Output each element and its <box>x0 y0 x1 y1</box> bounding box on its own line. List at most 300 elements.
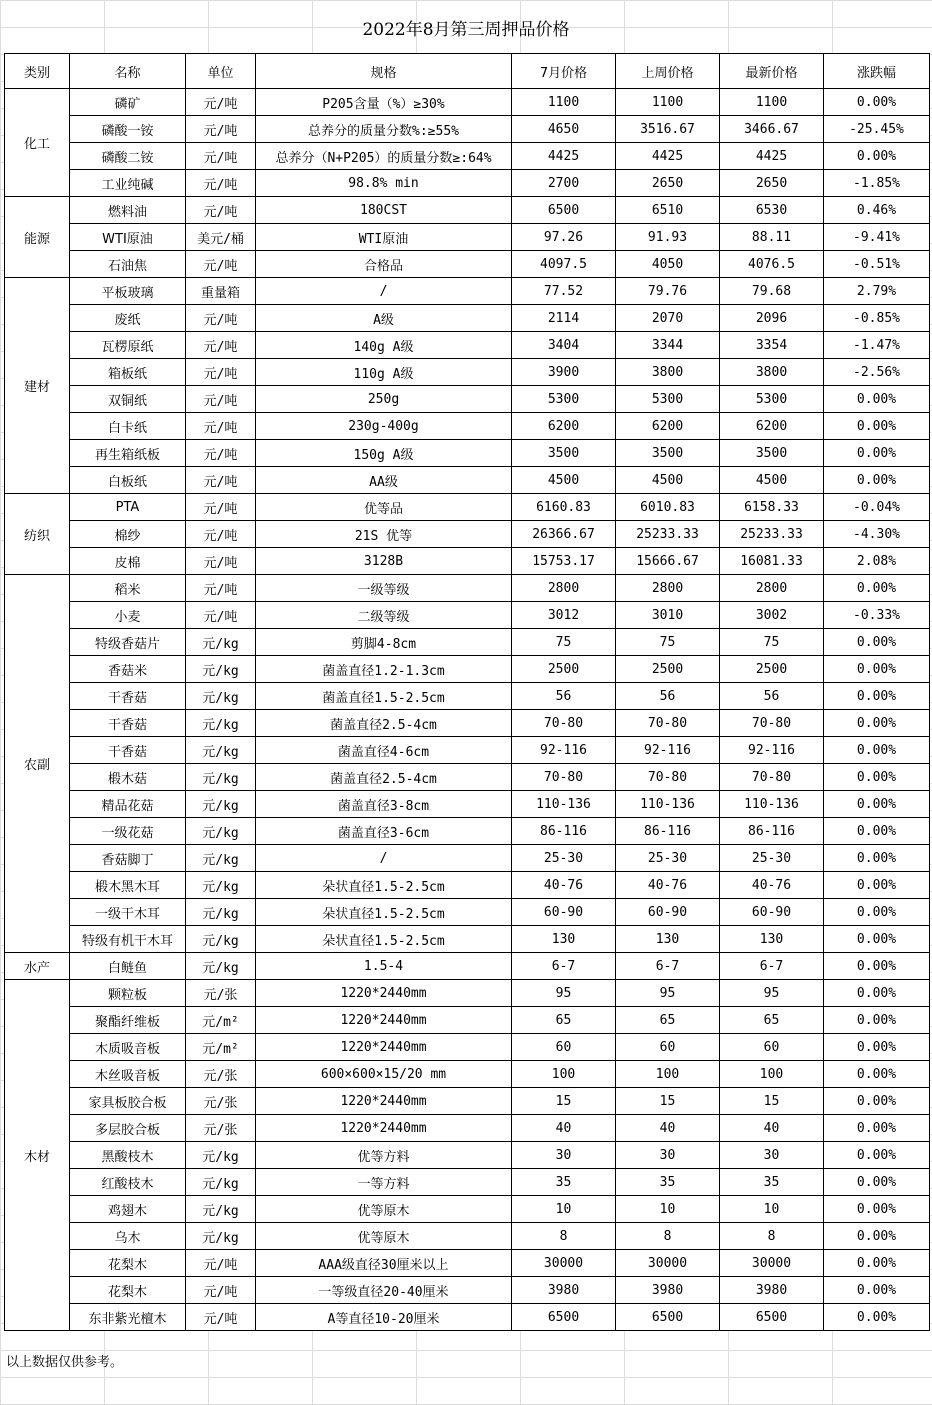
july-price-cell[interactable]: 1100 <box>512 89 616 116</box>
change-cell[interactable]: 0.00% <box>824 737 930 764</box>
latest-price-cell[interactable]: 130 <box>720 926 824 953</box>
july-price-cell[interactable]: 3900 <box>512 359 616 386</box>
name-cell[interactable]: 燃料油 <box>70 197 186 224</box>
july-price-cell[interactable]: 2800 <box>512 575 616 602</box>
spec-cell[interactable]: 优等品 <box>256 494 512 521</box>
unit-cell[interactable]: 元/吨 <box>186 602 256 629</box>
name-cell[interactable]: 红酸枝木 <box>70 1169 186 1196</box>
last-week-price-cell[interactable]: 5300 <box>616 386 720 413</box>
spec-cell[interactable]: 菌盖直径2.5-4cm <box>256 710 512 737</box>
july-price-cell[interactable]: 2114 <box>512 305 616 332</box>
spec-cell[interactable]: 总养分的质量分数%:≥55% <box>256 116 512 143</box>
spec-cell[interactable]: 98.8% min <box>256 170 512 197</box>
change-cell[interactable]: 0.00% <box>824 926 930 953</box>
unit-cell[interactable]: 元/吨 <box>186 494 256 521</box>
last-week-price-cell[interactable]: 2650 <box>616 170 720 197</box>
name-cell[interactable]: 棉纱 <box>70 521 186 548</box>
change-cell[interactable]: 0.00% <box>824 629 930 656</box>
latest-price-cell[interactable]: 8 <box>720 1223 824 1250</box>
name-cell[interactable]: 香菇脚丁 <box>70 845 186 872</box>
spec-cell[interactable]: 优等原木 <box>256 1223 512 1250</box>
spec-cell[interactable]: 3128B <box>256 548 512 575</box>
name-cell[interactable]: 稻米 <box>70 575 186 602</box>
category-cell[interactable]: 农副 <box>5 575 70 953</box>
name-cell[interactable]: 颗粒板 <box>70 980 186 1007</box>
spec-cell[interactable]: 140g A级 <box>256 332 512 359</box>
name-cell[interactable]: 干香菇 <box>70 737 186 764</box>
name-cell[interactable]: 工业纯碱 <box>70 170 186 197</box>
name-cell[interactable]: 东非紫光檀木 <box>70 1304 186 1331</box>
change-cell[interactable]: 0.00% <box>824 1007 930 1034</box>
unit-cell[interactable]: 元/kg <box>186 899 256 926</box>
unit-cell[interactable]: 元/kg <box>186 1196 256 1223</box>
spec-cell[interactable]: 优等原木 <box>256 1196 512 1223</box>
spec-cell[interactable]: AA级 <box>256 467 512 494</box>
spec-cell[interactable]: 1220*2440mm <box>256 1007 512 1034</box>
latest-price-cell[interactable]: 70-80 <box>720 710 824 737</box>
july-price-cell[interactable]: 65 <box>512 1007 616 1034</box>
july-price-cell[interactable]: 2500 <box>512 656 616 683</box>
last-week-price-cell[interactable]: 4500 <box>616 467 720 494</box>
july-price-cell[interactable]: 15753.17 <box>512 548 616 575</box>
spec-cell[interactable]: 总养分（N+P205）的质量分数≥:64% <box>256 143 512 170</box>
change-cell[interactable]: 0.00% <box>824 683 930 710</box>
latest-price-cell[interactable]: 60-90 <box>720 899 824 926</box>
unit-cell[interactable]: 元/吨 <box>186 116 256 143</box>
last-week-price-cell[interactable]: 4425 <box>616 143 720 170</box>
change-cell[interactable]: 0.00% <box>824 1277 930 1304</box>
change-cell[interactable]: 0.00% <box>824 1142 930 1169</box>
last-week-price-cell[interactable]: 25-30 <box>616 845 720 872</box>
category-cell[interactable]: 建材 <box>5 278 70 494</box>
last-week-price-cell[interactable]: 2800 <box>616 575 720 602</box>
last-week-price-cell[interactable]: 3980 <box>616 1277 720 1304</box>
name-cell[interactable]: 废纸 <box>70 305 186 332</box>
spec-cell[interactable]: 菌盖直径1.5-2.5cm <box>256 683 512 710</box>
name-cell[interactable]: 精品花菇 <box>70 791 186 818</box>
july-price-cell[interactable]: 92-116 <box>512 737 616 764</box>
july-price-cell[interactable]: 10 <box>512 1196 616 1223</box>
last-week-price-cell[interactable]: 86-116 <box>616 818 720 845</box>
unit-cell[interactable]: 元/吨 <box>186 359 256 386</box>
july-price-cell[interactable]: 70-80 <box>512 710 616 737</box>
change-cell[interactable]: 0.00% <box>824 1196 930 1223</box>
july-price-cell[interactable]: 86-116 <box>512 818 616 845</box>
name-cell[interactable]: 多层胶合板 <box>70 1115 186 1142</box>
name-cell[interactable]: 鸡翅木 <box>70 1196 186 1223</box>
unit-cell[interactable]: 重量箱 <box>186 278 256 305</box>
latest-price-cell[interactable]: 2800 <box>720 575 824 602</box>
spec-cell[interactable]: 110g A级 <box>256 359 512 386</box>
latest-price-cell[interactable]: 56 <box>720 683 824 710</box>
change-cell[interactable]: 0.00% <box>824 413 930 440</box>
change-cell[interactable]: 0.00% <box>824 1169 930 1196</box>
unit-cell[interactable]: 元/张 <box>186 980 256 1007</box>
july-price-cell[interactable]: 6-7 <box>512 953 616 980</box>
latest-price-cell[interactable]: 10 <box>720 1196 824 1223</box>
unit-cell[interactable]: 元/kg <box>186 683 256 710</box>
spec-cell[interactable]: 150g A级 <box>256 440 512 467</box>
latest-price-cell[interactable]: 60 <box>720 1034 824 1061</box>
last-week-price-cell[interactable]: 100 <box>616 1061 720 1088</box>
unit-cell[interactable]: 元/吨 <box>186 170 256 197</box>
last-week-price-cell[interactable]: 6200 <box>616 413 720 440</box>
latest-price-cell[interactable]: 15 <box>720 1088 824 1115</box>
change-cell[interactable]: -4.30% <box>824 521 930 548</box>
name-cell[interactable]: 特级有机干木耳 <box>70 926 186 953</box>
spec-cell[interactable]: 剪脚4-8cm <box>256 629 512 656</box>
name-cell[interactable]: 瓦楞原纸 <box>70 332 186 359</box>
spec-cell[interactable]: WTI原油 <box>256 224 512 251</box>
latest-price-cell[interactable]: 79.68 <box>720 278 824 305</box>
last-week-price-cell[interactable]: 3516.67 <box>616 116 720 143</box>
change-cell[interactable]: 0.00% <box>824 656 930 683</box>
july-price-cell[interactable]: 60-90 <box>512 899 616 926</box>
spec-cell[interactable]: / <box>256 845 512 872</box>
last-week-price-cell[interactable]: 6-7 <box>616 953 720 980</box>
unit-cell[interactable]: 元/kg <box>186 710 256 737</box>
latest-price-cell[interactable]: 30000 <box>720 1250 824 1277</box>
spec-cell[interactable]: 优等方料 <box>256 1142 512 1169</box>
last-week-price-cell[interactable]: 10 <box>616 1196 720 1223</box>
unit-cell[interactable]: 元/吨 <box>186 251 256 278</box>
name-cell[interactable]: 白板纸 <box>70 467 186 494</box>
last-week-price-cell[interactable]: 2070 <box>616 305 720 332</box>
latest-price-cell[interactable]: 4500 <box>720 467 824 494</box>
spec-cell[interactable]: 二级等级 <box>256 602 512 629</box>
latest-price-cell[interactable]: 40-76 <box>720 872 824 899</box>
change-cell[interactable]: -0.04% <box>824 494 930 521</box>
last-week-price-cell[interactable]: 3500 <box>616 440 720 467</box>
name-cell[interactable]: 特级香菇片 <box>70 629 186 656</box>
july-price-cell[interactable]: 6500 <box>512 197 616 224</box>
last-week-price-cell[interactable]: 8 <box>616 1223 720 1250</box>
category-cell[interactable]: 化工 <box>5 89 70 197</box>
name-cell[interactable]: 再生箱纸板 <box>70 440 186 467</box>
july-price-cell[interactable]: 56 <box>512 683 616 710</box>
latest-price-cell[interactable]: 6530 <box>720 197 824 224</box>
last-week-price-cell[interactable]: 110-136 <box>616 791 720 818</box>
july-price-cell[interactable]: 5300 <box>512 386 616 413</box>
last-week-price-cell[interactable]: 15 <box>616 1088 720 1115</box>
unit-cell[interactable]: 元/吨 <box>186 1304 256 1331</box>
last-week-price-cell[interactable]: 70-80 <box>616 764 720 791</box>
latest-price-cell[interactable]: 4425 <box>720 143 824 170</box>
july-price-cell[interactable]: 75 <box>512 629 616 656</box>
july-price-cell[interactable]: 77.52 <box>512 278 616 305</box>
july-price-cell[interactable]: 3012 <box>512 602 616 629</box>
last-week-price-cell[interactable]: 6010.83 <box>616 494 720 521</box>
unit-cell[interactable]: 元/kg <box>186 656 256 683</box>
change-cell[interactable]: 0.00% <box>824 818 930 845</box>
spec-cell[interactable]: 朵状直径1.5-2.5cm <box>256 872 512 899</box>
spec-cell[interactable]: 菌盖直径3-8cm <box>256 791 512 818</box>
spec-cell[interactable]: 一级等级 <box>256 575 512 602</box>
name-cell[interactable]: WTI原油 <box>70 224 186 251</box>
change-cell[interactable]: -2.56% <box>824 359 930 386</box>
spec-cell[interactable]: 1220*2440mm <box>256 1115 512 1142</box>
july-price-cell[interactable]: 70-80 <box>512 764 616 791</box>
latest-price-cell[interactable]: 75 <box>720 629 824 656</box>
name-cell[interactable]: 干香菇 <box>70 683 186 710</box>
change-cell[interactable]: 0.00% <box>824 143 930 170</box>
name-cell[interactable]: 白卡纸 <box>70 413 186 440</box>
unit-cell[interactable]: 元/吨 <box>186 521 256 548</box>
unit-cell[interactable]: 元/kg <box>186 926 256 953</box>
last-week-price-cell[interactable]: 130 <box>616 926 720 953</box>
change-cell[interactable]: 0.00% <box>824 953 930 980</box>
july-price-cell[interactable]: 110-136 <box>512 791 616 818</box>
july-price-cell[interactable]: 60 <box>512 1034 616 1061</box>
spec-cell[interactable]: 180CST <box>256 197 512 224</box>
name-cell[interactable]: 磷矿 <box>70 89 186 116</box>
change-cell[interactable]: 0.00% <box>824 710 930 737</box>
july-price-cell[interactable]: 95 <box>512 980 616 1007</box>
unit-cell[interactable]: 元/吨 <box>186 332 256 359</box>
spec-cell[interactable]: 合格品 <box>256 251 512 278</box>
latest-price-cell[interactable]: 30 <box>720 1142 824 1169</box>
latest-price-cell[interactable]: 40 <box>720 1115 824 1142</box>
unit-cell[interactable]: 美元/桶 <box>186 224 256 251</box>
change-cell[interactable]: 0.00% <box>824 872 930 899</box>
last-week-price-cell[interactable]: 56 <box>616 683 720 710</box>
name-cell[interactable]: 椴木菇 <box>70 764 186 791</box>
spec-cell[interactable]: 菌盖直径4-6cm <box>256 737 512 764</box>
latest-price-cell[interactable]: 3980 <box>720 1277 824 1304</box>
last-week-price-cell[interactable]: 6500 <box>616 1304 720 1331</box>
latest-price-cell[interactable]: 25-30 <box>720 845 824 872</box>
unit-cell[interactable]: 元/m² <box>186 1007 256 1034</box>
spec-cell[interactable]: 朵状直径1.5-2.5cm <box>256 926 512 953</box>
last-week-price-cell[interactable]: 79.76 <box>616 278 720 305</box>
latest-price-cell[interactable]: 6500 <box>720 1304 824 1331</box>
latest-price-cell[interactable]: 65 <box>720 1007 824 1034</box>
change-cell[interactable]: 0.00% <box>824 1304 930 1331</box>
last-week-price-cell[interactable]: 40-76 <box>616 872 720 899</box>
spec-cell[interactable]: 1220*2440mm <box>256 980 512 1007</box>
latest-price-cell[interactable]: 16081.33 <box>720 548 824 575</box>
last-week-price-cell[interactable]: 4050 <box>616 251 720 278</box>
name-cell[interactable]: 磷酸一铵 <box>70 116 186 143</box>
spec-cell[interactable]: 1.5-4 <box>256 953 512 980</box>
name-cell[interactable]: 一级花菇 <box>70 818 186 845</box>
name-cell[interactable]: 椴木黑木耳 <box>70 872 186 899</box>
name-cell[interactable]: 花梨木 <box>70 1277 186 1304</box>
last-week-price-cell[interactable]: 75 <box>616 629 720 656</box>
spec-cell[interactable]: 菌盖直径3-6cm <box>256 818 512 845</box>
spec-cell[interactable]: P205含量（%）≥30% <box>256 89 512 116</box>
name-cell[interactable]: 干香菇 <box>70 710 186 737</box>
change-cell[interactable]: 0.00% <box>824 980 930 1007</box>
latest-price-cell[interactable]: 92-116 <box>720 737 824 764</box>
july-price-cell[interactable]: 6500 <box>512 1304 616 1331</box>
spec-cell[interactable]: 250g <box>256 386 512 413</box>
last-week-price-cell[interactable]: 95 <box>616 980 720 1007</box>
july-price-cell[interactable]: 15 <box>512 1088 616 1115</box>
latest-price-cell[interactable]: 3354 <box>720 332 824 359</box>
latest-price-cell[interactable]: 70-80 <box>720 764 824 791</box>
change-cell[interactable]: 0.00% <box>824 575 930 602</box>
unit-cell[interactable]: 元/张 <box>186 1115 256 1142</box>
july-price-cell[interactable]: 4650 <box>512 116 616 143</box>
unit-cell[interactable]: 元/吨 <box>186 305 256 332</box>
last-week-price-cell[interactable]: 60-90 <box>616 899 720 926</box>
change-cell[interactable]: 2.08% <box>824 548 930 575</box>
july-price-cell[interactable]: 97.26 <box>512 224 616 251</box>
name-cell[interactable]: 一级干木耳 <box>70 899 186 926</box>
spec-cell[interactable]: / <box>256 278 512 305</box>
name-cell[interactable]: 木质吸音板 <box>70 1034 186 1061</box>
change-cell[interactable]: 0.00% <box>824 1061 930 1088</box>
last-week-price-cell[interactable]: 35 <box>616 1169 720 1196</box>
unit-cell[interactable]: 元/张 <box>186 1088 256 1115</box>
july-price-cell[interactable]: 40 <box>512 1115 616 1142</box>
july-price-cell[interactable]: 40-76 <box>512 872 616 899</box>
change-cell[interactable]: 0.00% <box>824 899 930 926</box>
unit-cell[interactable]: 元/m² <box>186 1034 256 1061</box>
change-cell[interactable]: 0.46% <box>824 197 930 224</box>
latest-price-cell[interactable]: 86-116 <box>720 818 824 845</box>
latest-price-cell[interactable]: 4076.5 <box>720 251 824 278</box>
name-cell[interactable]: 木丝吸音板 <box>70 1061 186 1088</box>
july-price-cell[interactable]: 8 <box>512 1223 616 1250</box>
july-price-cell[interactable]: 35 <box>512 1169 616 1196</box>
july-price-cell[interactable]: 26366.67 <box>512 521 616 548</box>
latest-price-cell[interactable]: 3800 <box>720 359 824 386</box>
spec-cell[interactable]: A级 <box>256 305 512 332</box>
latest-price-cell[interactable]: 6158.33 <box>720 494 824 521</box>
latest-price-cell[interactable]: 1100 <box>720 89 824 116</box>
latest-price-cell[interactable]: 3002 <box>720 602 824 629</box>
spec-cell[interactable]: 230g-400g <box>256 413 512 440</box>
name-cell[interactable]: 家具板胶合板 <box>70 1088 186 1115</box>
name-cell[interactable]: 箱板纸 <box>70 359 186 386</box>
last-week-price-cell[interactable]: 91.93 <box>616 224 720 251</box>
name-cell[interactable]: 双铜纸 <box>70 386 186 413</box>
unit-cell[interactable]: 元/kg <box>186 845 256 872</box>
name-cell[interactable]: 香菇米 <box>70 656 186 683</box>
latest-price-cell[interactable]: 2650 <box>720 170 824 197</box>
change-cell[interactable]: 0.00% <box>824 386 930 413</box>
last-week-price-cell[interactable]: 25233.33 <box>616 521 720 548</box>
name-cell[interactable]: PTA <box>70 494 186 521</box>
unit-cell[interactable]: 元/kg <box>186 791 256 818</box>
unit-cell[interactable]: 元/吨 <box>186 548 256 575</box>
name-cell[interactable]: 磷酸二铵 <box>70 143 186 170</box>
change-cell[interactable]: 0.00% <box>824 1034 930 1061</box>
latest-price-cell[interactable]: 110-136 <box>720 791 824 818</box>
unit-cell[interactable]: 元/吨 <box>186 413 256 440</box>
july-price-cell[interactable]: 130 <box>512 926 616 953</box>
category-cell[interactable]: 能源 <box>5 197 70 278</box>
change-cell[interactable]: -0.33% <box>824 602 930 629</box>
last-week-price-cell[interactable]: 40 <box>616 1115 720 1142</box>
july-price-cell[interactable]: 4097.5 <box>512 251 616 278</box>
change-cell[interactable]: 0.00% <box>824 1115 930 1142</box>
unit-cell[interactable]: 元/kg <box>186 737 256 764</box>
change-cell[interactable]: 0.00% <box>824 845 930 872</box>
last-week-price-cell[interactable]: 92-116 <box>616 737 720 764</box>
name-cell[interactable]: 小麦 <box>70 602 186 629</box>
july-price-cell[interactable]: 3500 <box>512 440 616 467</box>
last-week-price-cell[interactable]: 3010 <box>616 602 720 629</box>
category-cell[interactable]: 木材 <box>5 980 70 1331</box>
spec-cell[interactable]: 一等级直径20-40厘米 <box>256 1277 512 1304</box>
latest-price-cell[interactable]: 3500 <box>720 440 824 467</box>
last-week-price-cell[interactable]: 1100 <box>616 89 720 116</box>
latest-price-cell[interactable]: 95 <box>720 980 824 1007</box>
change-cell[interactable]: 0.00% <box>824 440 930 467</box>
change-cell[interactable]: -0.51% <box>824 251 930 278</box>
unit-cell[interactable]: 元/张 <box>186 1061 256 1088</box>
unit-cell[interactable]: 元/吨 <box>186 440 256 467</box>
spec-cell[interactable]: 菌盖直径2.5-4cm <box>256 764 512 791</box>
change-cell[interactable]: -9.41% <box>824 224 930 251</box>
unit-cell[interactable]: 元/kg <box>186 818 256 845</box>
july-price-cell[interactable]: 25-30 <box>512 845 616 872</box>
change-cell[interactable]: -0.85% <box>824 305 930 332</box>
july-price-cell[interactable]: 3404 <box>512 332 616 359</box>
spec-cell[interactable]: 21S 优等 <box>256 521 512 548</box>
change-cell[interactable]: -25.45% <box>824 116 930 143</box>
change-cell[interactable]: 0.00% <box>824 1088 930 1115</box>
spec-cell[interactable]: 一等方料 <box>256 1169 512 1196</box>
july-price-cell[interactable]: 6200 <box>512 413 616 440</box>
july-price-cell[interactable]: 4500 <box>512 467 616 494</box>
unit-cell[interactable]: 元/吨 <box>186 1277 256 1304</box>
last-week-price-cell[interactable]: 60 <box>616 1034 720 1061</box>
category-cell[interactable]: 水产 <box>5 953 70 980</box>
change-cell[interactable]: 0.00% <box>824 791 930 818</box>
july-price-cell[interactable]: 100 <box>512 1061 616 1088</box>
change-cell[interactable]: 2.79% <box>824 278 930 305</box>
spec-cell[interactable]: 菌盖直径1.2-1.3cm <box>256 656 512 683</box>
unit-cell[interactable]: 元/kg <box>186 764 256 791</box>
latest-price-cell[interactable]: 2500 <box>720 656 824 683</box>
latest-price-cell[interactable]: 2096 <box>720 305 824 332</box>
change-cell[interactable]: -1.47% <box>824 332 930 359</box>
unit-cell[interactable]: 元/kg <box>186 629 256 656</box>
july-price-cell[interactable]: 30 <box>512 1142 616 1169</box>
name-cell[interactable]: 乌木 <box>70 1223 186 1250</box>
unit-cell[interactable]: 元/吨 <box>186 467 256 494</box>
spec-cell[interactable]: A等直径10-20厘米 <box>256 1304 512 1331</box>
latest-price-cell[interactable]: 3466.67 <box>720 116 824 143</box>
unit-cell[interactable]: 元/kg <box>186 872 256 899</box>
change-cell[interactable]: 0.00% <box>824 1223 930 1250</box>
spec-cell[interactable]: 1220*2440mm <box>256 1088 512 1115</box>
name-cell[interactable]: 石油焦 <box>70 251 186 278</box>
last-week-price-cell[interactable]: 15666.67 <box>616 548 720 575</box>
latest-price-cell[interactable]: 88.11 <box>720 224 824 251</box>
name-cell[interactable]: 花梨木 <box>70 1250 186 1277</box>
name-cell[interactable]: 白鲢鱼 <box>70 953 186 980</box>
latest-price-cell[interactable]: 6-7 <box>720 953 824 980</box>
last-week-price-cell[interactable]: 6510 <box>616 197 720 224</box>
spec-cell[interactable]: 1220*2440mm <box>256 1034 512 1061</box>
unit-cell[interactable]: 元/吨 <box>186 386 256 413</box>
name-cell[interactable]: 聚酯纤维板 <box>70 1007 186 1034</box>
change-cell[interactable]: 0.00% <box>824 764 930 791</box>
latest-price-cell[interactable]: 100 <box>720 1061 824 1088</box>
july-price-cell[interactable]: 2700 <box>512 170 616 197</box>
name-cell[interactable]: 黑酸枝木 <box>70 1142 186 1169</box>
change-cell[interactable]: 0.00% <box>824 467 930 494</box>
change-cell[interactable]: 0.00% <box>824 1250 930 1277</box>
change-cell[interactable]: -1.85% <box>824 170 930 197</box>
spec-cell[interactable]: 朵状直径1.5-2.5cm <box>256 899 512 926</box>
latest-price-cell[interactable]: 25233.33 <box>720 521 824 548</box>
